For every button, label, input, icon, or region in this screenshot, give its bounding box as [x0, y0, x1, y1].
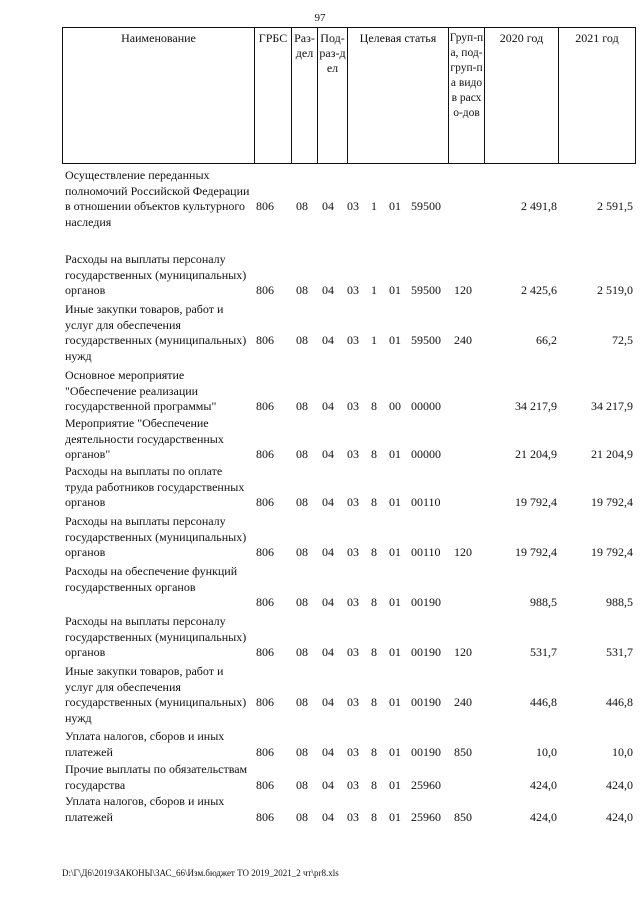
cell-vr: 120: [454, 545, 472, 559]
cell-rz: 08: [296, 595, 308, 609]
cell-cs3: 01: [389, 283, 401, 297]
cell-y2020: 424,0: [530, 809, 557, 824]
cell-cs1: 03: [347, 744, 359, 759]
cell-cs2: 1: [371, 283, 377, 297]
cell-rz: 08: [296, 744, 308, 759]
cell-prz: 04: [322, 695, 334, 709]
cell-y2020: 446,8: [530, 695, 557, 709]
cell-cs3: 01: [389, 447, 401, 461]
cell-y2021: 424,0: [606, 809, 633, 824]
cell-cs4: 59500: [411, 333, 441, 347]
cell-cs1: 03: [347, 695, 359, 709]
cell-rz: 08: [296, 333, 308, 347]
cell-vr: 850: [454, 744, 472, 759]
table-header: [62, 27, 636, 164]
cell-y2020: 66,2: [536, 333, 557, 347]
cell-prz: 04: [322, 447, 334, 461]
cell-cs1: 03: [347, 495, 359, 509]
row-name: Основное мероприятие "Обеспечение реализации государственной программы": [65, 368, 217, 413]
row-name: Уплата налогов, сборов и иных платежей: [65, 729, 225, 759]
cell-y2021: 10,0: [612, 744, 633, 759]
cell-cs3: 01: [389, 199, 401, 213]
cell-prz: 04: [322, 777, 334, 792]
cell-y2020: 2 491,8: [521, 199, 557, 213]
cell-y2021: 424,0: [606, 777, 633, 792]
row-name: Расходы на выплаты по оплате труда работников государственных органов: [65, 464, 245, 509]
cell-prz: 04: [322, 809, 334, 824]
cell-rz: 08: [296, 777, 308, 792]
cell-cs4: 59500: [411, 199, 441, 213]
cell-rz: 08: [296, 283, 308, 297]
header-2021: 2021 год: [559, 28, 636, 164]
file-path-footer: D:\Г\Д6\2019\ЗАКОНЫ\ЗАС_66\Изм.бюджет ТО 2019_2021_2 чт\pr8.xls: [62, 868, 339, 878]
table-row: [62, 368, 635, 413]
cell-cs1: 03: [347, 199, 359, 213]
page-number: 97: [314, 12, 326, 24]
cell-grbs: 806: [256, 283, 274, 297]
cell-cs4: 59500: [411, 283, 441, 297]
cell-y2021: 446,8: [606, 695, 633, 709]
header-name: Наименование: [63, 28, 255, 164]
cell-vr: 240: [454, 333, 472, 347]
cell-cs2: 8: [371, 545, 377, 559]
cell-y2021: 21 204,9: [591, 447, 633, 461]
cell-grbs: 806: [256, 545, 274, 559]
cell-cs4: 00190: [411, 744, 441, 759]
cell-cs3: 01: [389, 809, 401, 824]
cell-y2020: 424,0: [530, 777, 557, 792]
row-name: Прочие выплаты по обязательствам государства: [65, 762, 248, 792]
cell-grbs: 806: [256, 595, 274, 609]
cell-cs1: 03: [347, 595, 359, 609]
cell-y2021: 531,7: [606, 645, 633, 659]
table-row: [62, 794, 635, 826]
cell-cs4: 00000: [411, 399, 441, 413]
cell-cs1: 03: [347, 399, 359, 413]
table-row: [62, 514, 635, 561]
cell-cs3: 01: [389, 595, 401, 609]
cell-rz: 08: [296, 447, 308, 461]
cell-cs4: 25960: [411, 809, 441, 824]
cell-cs3: 01: [389, 545, 401, 559]
header-target: Целевая статья: [348, 28, 449, 164]
cell-cs2: 8: [371, 744, 377, 759]
cell-rz: 08: [296, 545, 308, 559]
cell-y2021: 2 519,0: [597, 283, 633, 297]
cell-prz: 04: [322, 495, 334, 509]
cell-cs4: 00190: [411, 695, 441, 709]
cell-grbs: 806: [256, 447, 274, 461]
cell-y2020: 531,7: [530, 645, 557, 659]
cell-cs2: 8: [371, 595, 377, 609]
cell-cs3: 01: [389, 645, 401, 659]
cell-grbs: 806: [256, 744, 274, 759]
cell-cs3: 01: [389, 744, 401, 759]
header-grbs: ГРБС: [255, 28, 292, 164]
table-row: [62, 416, 635, 461]
table-row: [62, 729, 635, 761]
cell-prz: 04: [322, 545, 334, 559]
header-podrazdel: Под-раз-дел: [318, 28, 348, 164]
cell-cs1: 03: [347, 809, 359, 824]
cell-y2020: 10,0: [536, 744, 557, 759]
cell-cs4: 00000: [411, 447, 441, 461]
row-name: Расходы на выплаты персоналу государственных (муниципальных) органов: [65, 514, 247, 559]
table-row: [62, 464, 635, 509]
cell-cs1: 03: [347, 333, 359, 347]
row-name: Иные закупки товаров, работ и услуг для обеспечения государственных (муниципальных) нужд: [65, 664, 247, 725]
cell-rz: 08: [296, 809, 308, 824]
cell-grbs: 806: [256, 695, 274, 709]
cell-grbs: 806: [256, 333, 274, 347]
cell-rz: 08: [296, 695, 308, 709]
cell-cs2: 8: [371, 399, 377, 413]
cell-y2020: 2 425,6: [521, 283, 557, 297]
cell-prz: 04: [322, 283, 334, 297]
cell-cs1: 03: [347, 777, 359, 792]
table-row: [62, 762, 635, 794]
row-name: Расходы на обеспечение функций государственных органов: [65, 564, 238, 594]
cell-cs1: 03: [347, 447, 359, 461]
cell-y2021: 19 792,4: [591, 545, 633, 559]
row-name: Расходы на выплаты персоналу государственных (муниципальных) органов: [65, 252, 247, 297]
table-row: [62, 564, 635, 611]
cell-cs2: 8: [371, 447, 377, 461]
cell-vr: 240: [454, 695, 472, 709]
cell-cs1: 03: [347, 545, 359, 559]
table-row: [62, 252, 635, 299]
cell-y2021: 2 591,5: [597, 199, 633, 213]
cell-prz: 04: [322, 744, 334, 759]
row-name: Расходы на выплаты персоналу государственных (муниципальных) органов: [65, 614, 247, 659]
cell-vr: 850: [454, 809, 472, 824]
cell-y2020: 34 217,9: [515, 399, 557, 413]
header-2020: 2020 год: [485, 28, 559, 164]
cell-rz: 08: [296, 495, 308, 509]
cell-y2021: 988,5: [606, 595, 633, 609]
table-row: [62, 302, 635, 364]
cell-cs4: 00110: [411, 545, 441, 559]
cell-y2020: 21 204,9: [515, 447, 557, 461]
cell-grbs: 806: [256, 777, 274, 792]
header-group: Груп-па, под-груп-па видов расхо-дов: [449, 28, 485, 164]
cell-grbs: 806: [256, 495, 274, 509]
row-name: Осуществление переданных полномочий Российской Федерации в отношении объектов культурного наследия: [65, 168, 250, 229]
cell-prz: 04: [322, 595, 334, 609]
cell-cs2: 8: [371, 777, 377, 792]
cell-rz: 08: [296, 399, 308, 413]
cell-cs2: 8: [371, 645, 377, 659]
cell-cs3: 01: [389, 695, 401, 709]
cell-y2020: 988,5: [530, 595, 557, 609]
table-row: [62, 168, 635, 230]
header-razdel: Раз-дел: [292, 28, 318, 164]
cell-y2021: 19 792,4: [591, 495, 633, 509]
cell-y2021: 72,5: [612, 333, 633, 347]
cell-cs4: 00110: [411, 495, 441, 509]
cell-prz: 04: [322, 399, 334, 413]
cell-grbs: 806: [256, 399, 274, 413]
cell-cs2: 8: [371, 495, 377, 509]
cell-cs3: 01: [389, 333, 401, 347]
row-name: Мероприятие "Обеспечение деятельности государственных органов": [65, 416, 224, 461]
cell-vr: 120: [454, 283, 472, 297]
row-name: Иные закупки товаров, работ и услуг для обеспечения государственных (муниципальных) нужд: [65, 302, 247, 363]
cell-cs2: 1: [371, 199, 377, 213]
cell-rz: 08: [296, 199, 308, 213]
cell-cs3: 01: [389, 495, 401, 509]
cell-cs3: 00: [389, 399, 401, 413]
cell-cs3: 01: [389, 777, 401, 792]
cell-cs2: 1: [371, 333, 377, 347]
cell-prz: 04: [322, 645, 334, 659]
cell-y2020: 19 792,4: [515, 545, 557, 559]
cell-grbs: 806: [256, 809, 274, 824]
cell-rz: 08: [296, 645, 308, 659]
cell-cs1: 03: [347, 645, 359, 659]
cell-prz: 04: [322, 333, 334, 347]
cell-cs4: 25960: [411, 777, 441, 792]
cell-y2021: 34 217,9: [591, 399, 633, 413]
table-row: [62, 664, 635, 726]
cell-y2020: 19 792,4: [515, 495, 557, 509]
cell-cs2: 8: [371, 695, 377, 709]
cell-grbs: 806: [256, 199, 274, 213]
cell-cs4: 00190: [411, 645, 441, 659]
row-name: Уплата налогов, сборов и иных платежей: [65, 794, 225, 824]
cell-vr: 120: [454, 645, 472, 659]
table-row: [62, 614, 635, 661]
cell-grbs: 806: [256, 645, 274, 659]
cell-cs2: 8: [371, 809, 377, 824]
cell-prz: 04: [322, 199, 334, 213]
cell-cs1: 03: [347, 283, 359, 297]
cell-cs4: 00190: [411, 595, 441, 609]
